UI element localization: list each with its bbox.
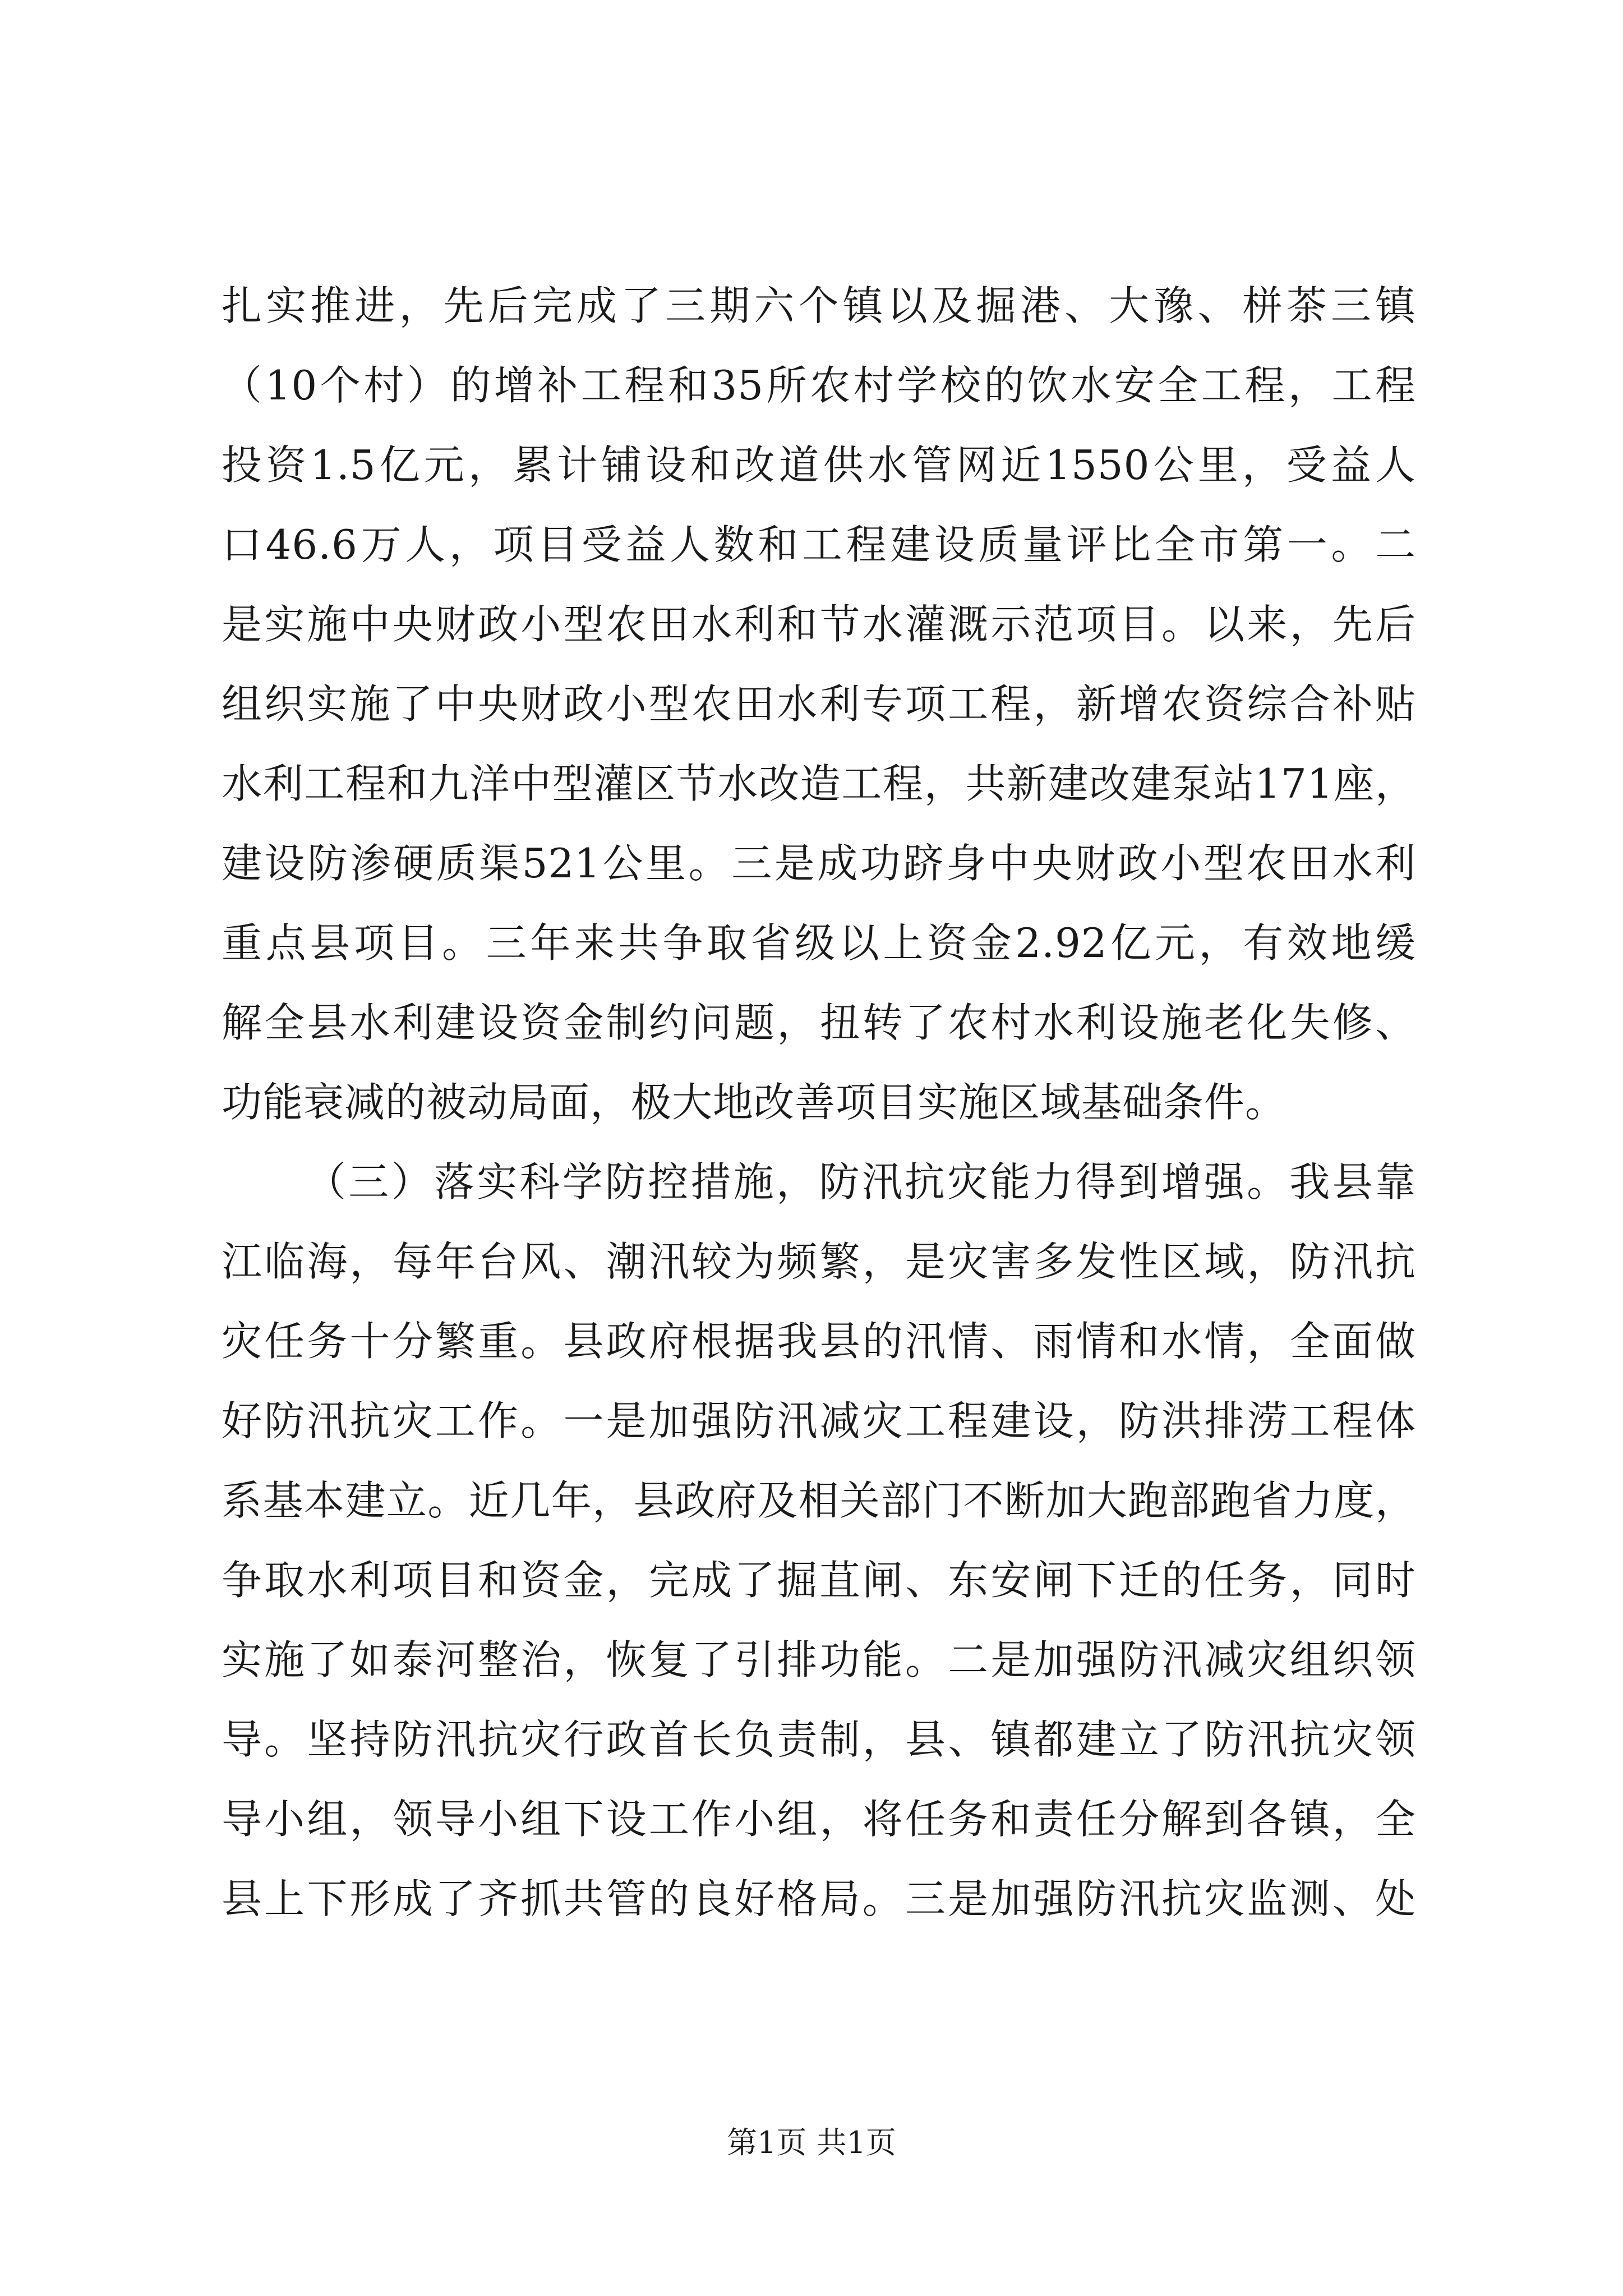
- page-footer: [0, 2123, 1623, 2162]
- text-line: 口46.6万人，项目受益人数和工程建设质量评比全市第一。二: [222, 521, 1416, 568]
- text-line: 投资1.5亿元，累计铺设和改道供水管网近1550公里，受益人: [222, 441, 1416, 489]
- text-line: 建设防渗硬质渠521公里。三是成功跻身中央财政小型农田水利: [222, 840, 1416, 887]
- text-line: （三）落实科学防控措施，防汛抗灾能力得到增强。我县靠: [306, 1158, 1416, 1205]
- page-number-label: 第1页 共1页: [727, 2125, 896, 2160]
- text-line: 水利工程和九洋中型灌区节水改造工程，共新建改建泵站171座，: [222, 760, 1416, 807]
- text-line: 实施了如泰河整治，恢复了引排功能。二是加强防汛减灾组织领: [222, 1636, 1416, 1683]
- text-line: 是实施中央财政小型农田水利和节水灌溉示范项目。以来，先后: [222, 601, 1416, 648]
- text-line: 系基本建立。近几年，县政府及相关部门不断加大跑部跑省力度，: [222, 1477, 1416, 1524]
- text-line: （10个村）的增补工程和35所农村学校的饮水安全工程，工程: [222, 362, 1416, 409]
- paragraph-1: [222, 266, 1416, 1142]
- text-line: 争取水利项目和资金，完成了掘苴闸、东安闸下迁的任务，同时: [222, 1557, 1416, 1604]
- text-line: 江临海，每年台风、潮汛较为频繁，是灾害多发性区域，防汛抗: [222, 1238, 1416, 1285]
- text-line: 扎实推进，先后完成了三期六个镇以及掘港、大豫、栟茶三镇: [222, 282, 1416, 329]
- text-line: 县上下形成了齐抓共管的良好格局。三是加强防汛抗灾监测、处: [222, 1875, 1416, 1922]
- text-line: 灾任务十分繁重。县政府根据我县的汛情、雨情和水情，全面做: [222, 1318, 1416, 1365]
- paragraph-2: [222, 1142, 1416, 1939]
- text-line: 组织实施了中央财政小型农田水利专项工程，新增农资综合补贴: [222, 680, 1416, 728]
- text-line: 导小组，领导小组下设工作小组，将任务和责任分解到各镇，全: [222, 1796, 1416, 1843]
- text-line: 功能衰减的被动局面，极大地改善项目实施区域基础条件。: [222, 1079, 1287, 1126]
- text-line: 解全县水利建设资金制约问题，扭转了农村水利设施老化失修、: [222, 999, 1416, 1046]
- document-body: [222, 266, 1416, 1939]
- text-line: 导。坚持防汛抗灾行政首长负责制，县、镇都建立了防汛抗灾领: [222, 1716, 1416, 1763]
- text-line: 重点县项目。三年来共争取省级以上资金2.92亿元，有效地缓: [222, 919, 1416, 967]
- text-line: 好防汛抗灾工作。一是加强防汛减灾工程建设，防洪排涝工程体: [222, 1397, 1416, 1444]
